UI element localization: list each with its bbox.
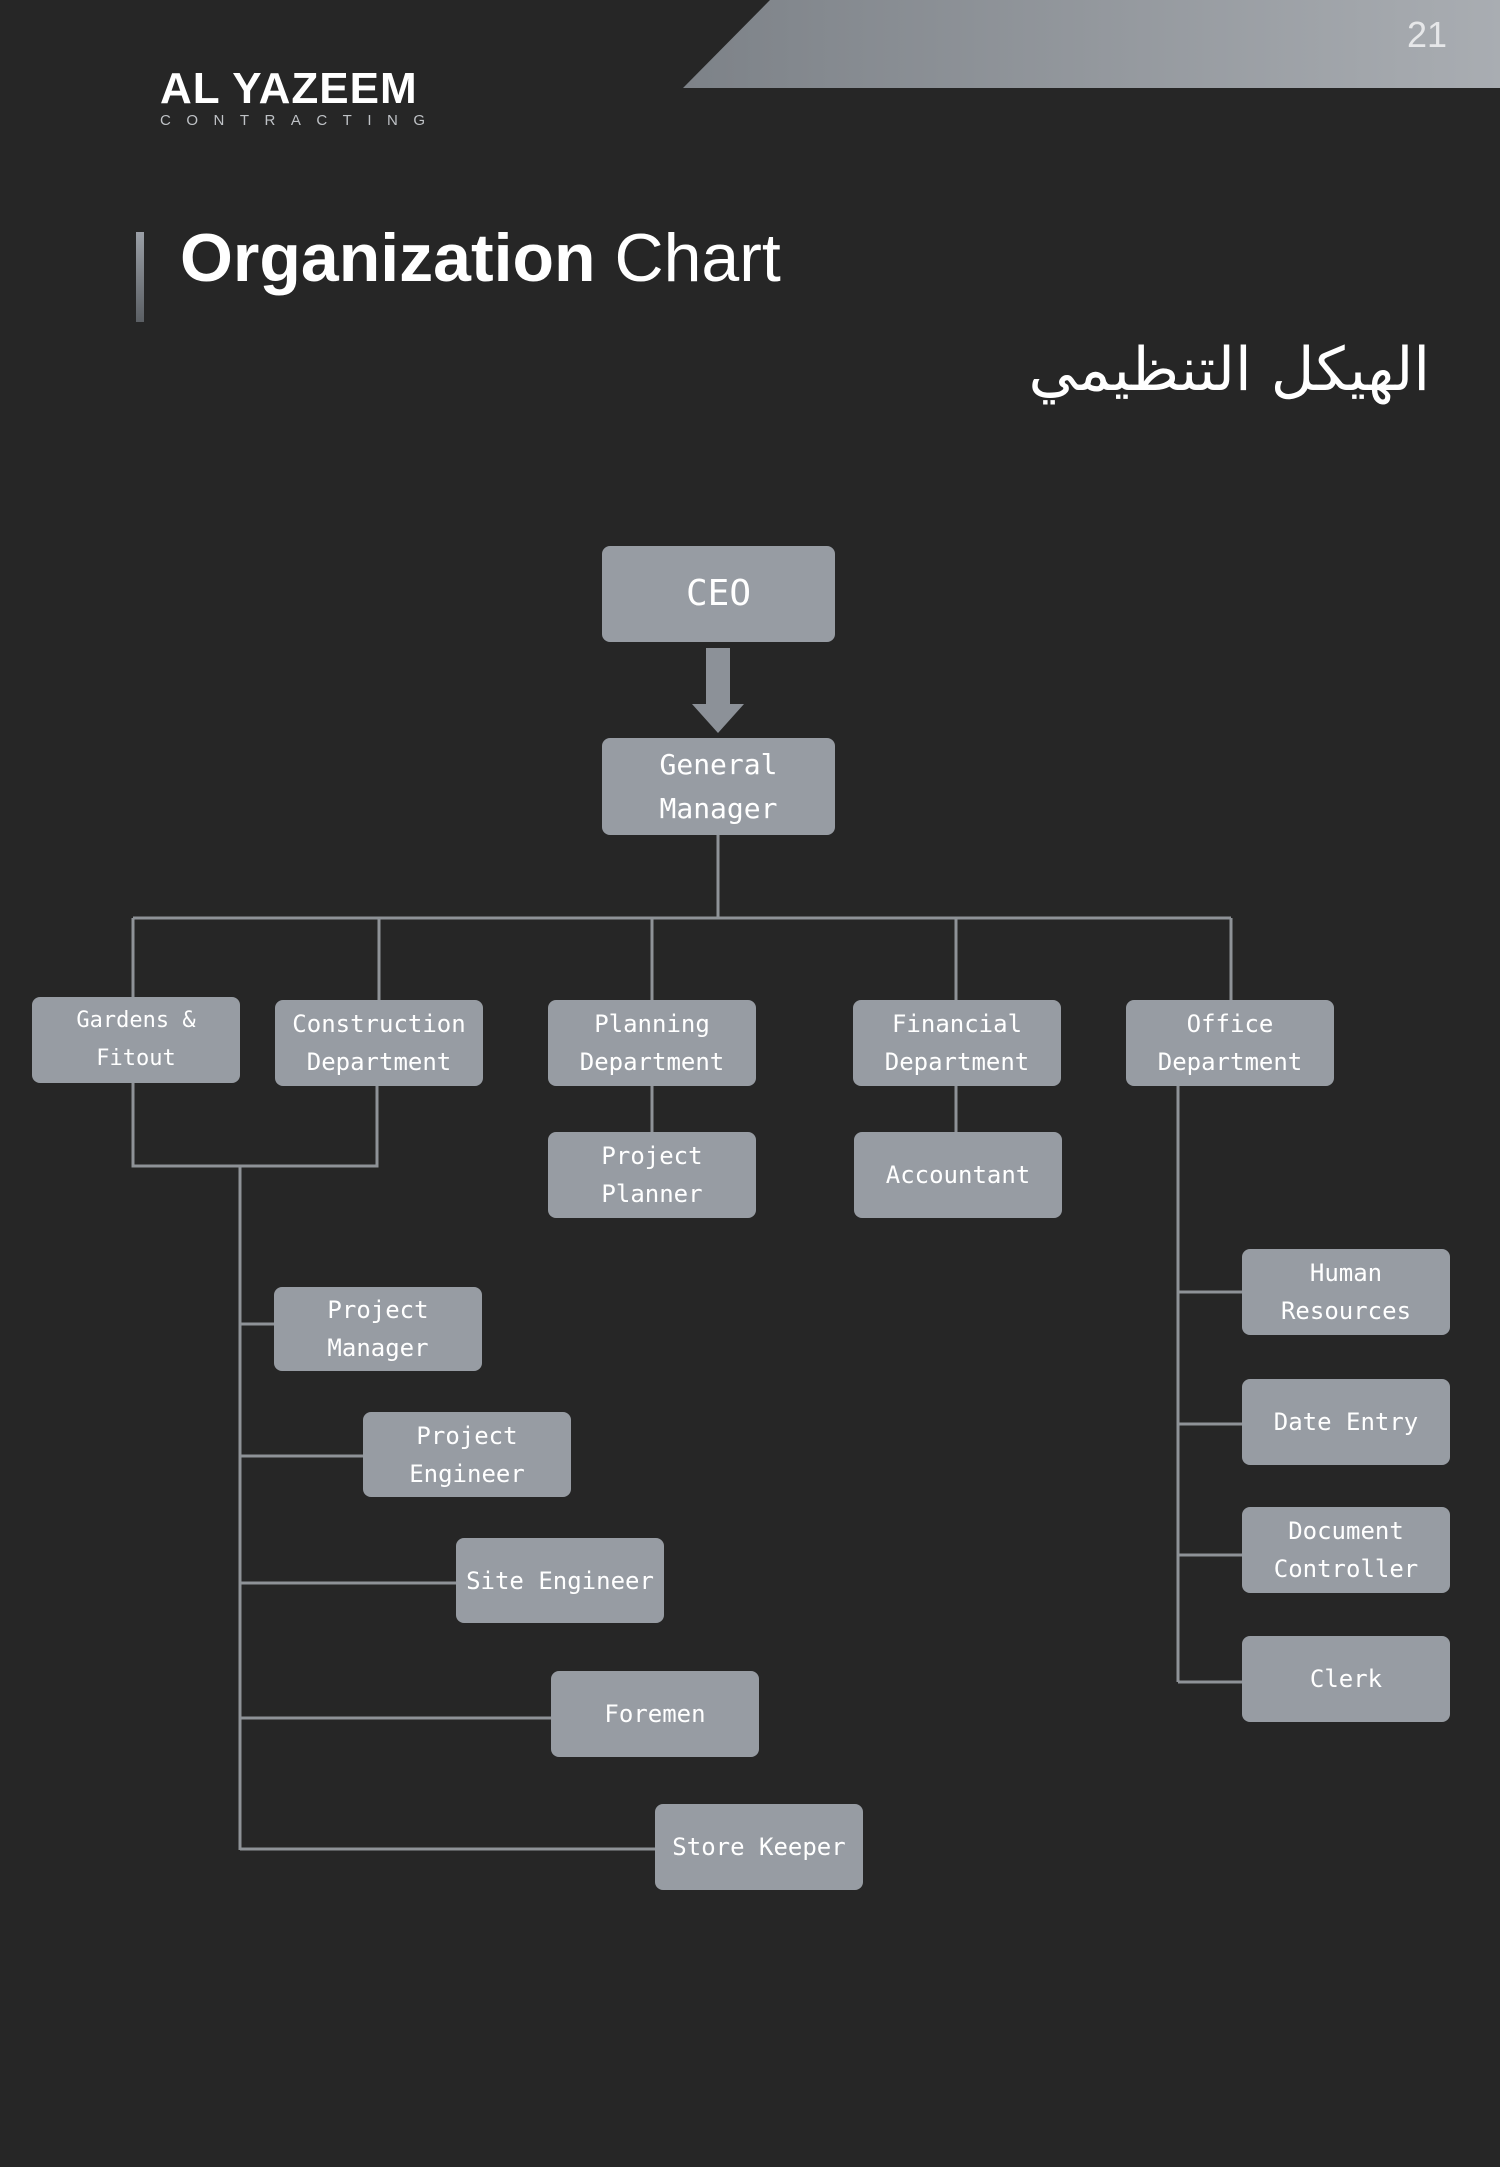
page-number: 21 xyxy=(1406,14,1447,55)
clerk-box: Clerk xyxy=(1242,1636,1450,1722)
general-manager-box: General Manager xyxy=(602,738,835,835)
title-bold: Organization xyxy=(180,220,596,296)
office-department-box: Office Department xyxy=(1126,1000,1334,1086)
accountant-box: Accountant xyxy=(854,1132,1062,1218)
ceo-arrow-icon xyxy=(692,648,744,733)
logo-tagline: CONTRACTING xyxy=(160,112,441,129)
site-engineer-box: Site Engineer xyxy=(456,1538,664,1623)
page-title-arabic: الهيكل التنظيمي xyxy=(1028,335,1430,405)
title-regular: Chart xyxy=(614,220,781,296)
project-engineer-box: Project Engineer xyxy=(363,1412,571,1497)
project-manager-box: Project Manager xyxy=(274,1287,482,1371)
gardens-fitout-box: Gardens & Fitout xyxy=(32,997,240,1083)
document-controller-box: Document Controller xyxy=(1242,1507,1450,1593)
ceo-box: CEO xyxy=(602,546,835,642)
date-entry-box: Date Entry xyxy=(1242,1379,1450,1465)
logo-name: AL YAZEEM xyxy=(160,64,418,113)
financial-department-box: Financial Department xyxy=(853,1000,1061,1086)
foremen-box: Foremen xyxy=(551,1671,759,1757)
human-resources-box: Human Resources xyxy=(1242,1249,1450,1335)
project-planner-box: Project Planner xyxy=(548,1132,756,1218)
store-keeper-box: Store Keeper xyxy=(655,1804,863,1890)
planning-department-box: Planning Department xyxy=(548,1000,756,1086)
construction-department-box: Construction Department xyxy=(275,1000,483,1086)
